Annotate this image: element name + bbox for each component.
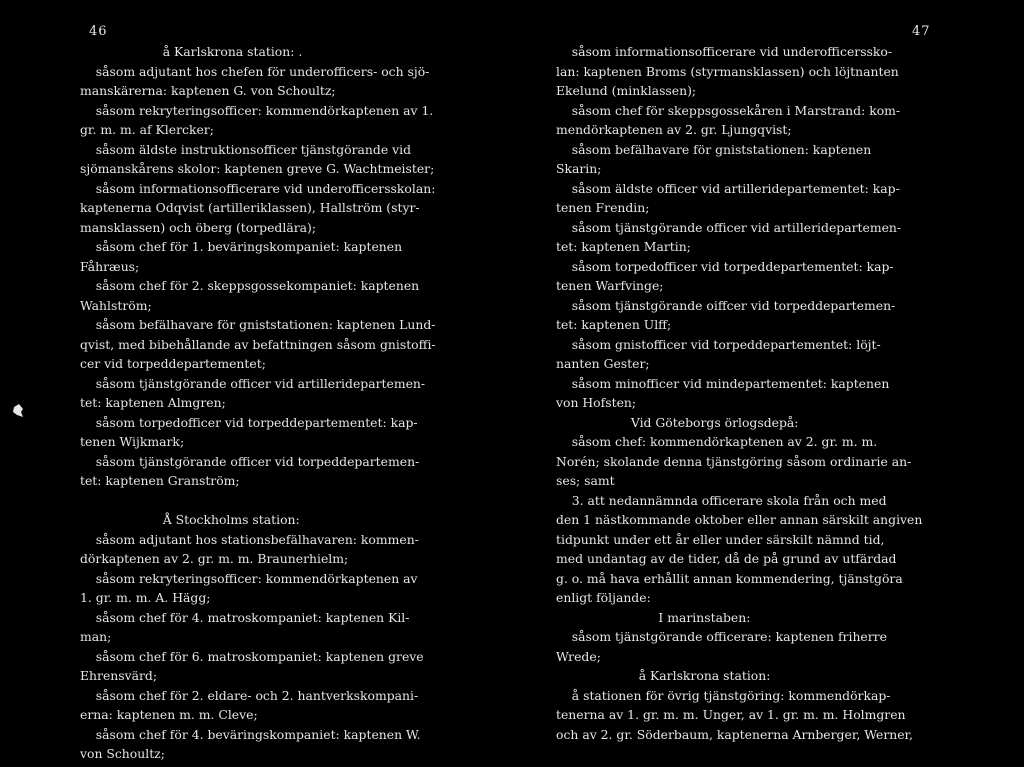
text-line: såsom torpedofficer vid torpeddepartementet: kap- xyxy=(556,258,894,274)
text-line: såsom chef för 6. matroskompaniet: kaptenen greve xyxy=(80,648,424,664)
left-page-number: 46 xyxy=(89,24,108,39)
text-line: med undantag av de tider, då de på grund av utfärdad xyxy=(556,551,897,566)
text-line: 1. gr. m. m. A. Hägg; xyxy=(80,590,211,605)
text-line: Fåhræus; xyxy=(80,258,140,274)
text-line: såsom äldste officer vid artilleridepartementet: kap- xyxy=(556,180,900,196)
text-line: såsom tjänstgörande officer vid artilleridepartemen- xyxy=(556,219,902,235)
text-line: Ehrensvärd; xyxy=(80,668,158,683)
right-page-number: 47 xyxy=(912,24,931,39)
text-line: såsom tjänstgörande officer vid artilleridepartemen- xyxy=(80,375,426,391)
text-line: enligt följande: xyxy=(556,590,651,605)
text-line: tet: kaptenen Ulff; xyxy=(556,317,672,332)
text-line: g. o. må hava erhållit annan kommendering, tjänstgöra xyxy=(556,570,903,586)
text-line: såsom rekryteringsofficer: kommendörkaptenen av 1. xyxy=(80,102,434,118)
text-line: å stationen för övrig tjänstgöring: kommendörkap- xyxy=(556,687,891,703)
text-line: tet: kaptenen Martin; xyxy=(556,239,691,254)
text-line: såsom adjutant hos chefen för underofficers- och sjö- xyxy=(80,63,430,79)
text-line: tet: kaptenen Almgren; xyxy=(80,395,226,410)
text-line: Wahlström; xyxy=(80,297,152,313)
text-line: Vid Göteborgs örlogsdepå: xyxy=(556,414,799,430)
text-line: Wrede; xyxy=(556,648,601,664)
text-line xyxy=(80,491,480,511)
text-line: såsom befälhavare för gniststationen: kaptenen Lund- xyxy=(80,317,436,332)
right-page-text xyxy=(556,42,952,744)
text-line: von Schoultz; xyxy=(80,746,165,761)
text-line: tenen Wijkmark; xyxy=(80,434,185,449)
text-line: såsom tjänstgörande officer vid torpeddepartemen- xyxy=(80,453,420,469)
text-line: den 1 nästkommande oktober eller annan särskilt angiven xyxy=(556,512,923,527)
text-line: lan: kaptenen Broms (styrmansklassen) och löjtnanten xyxy=(556,63,899,79)
text-line: såsom gnistofficer vid torpeddepartementet: löjt- xyxy=(556,336,881,352)
text-line: tenen Frendin; xyxy=(556,200,650,215)
text-line: Skarin; xyxy=(556,161,602,176)
text-line: qvist, med bibehållande av befattningen såsom gnistoffi- xyxy=(80,336,436,352)
text-line: såsom tjänstgörande officerare: kaptenen friherre xyxy=(556,629,887,644)
text-line: såsom minofficer vid mindepartementet: kaptenen xyxy=(556,375,890,391)
text-line: såsom informationsofficerare vid underofficersskо- xyxy=(556,44,893,59)
text-line: Å Stockholms station: xyxy=(80,512,300,527)
text-line: såsom chef för 4. beväringskompaniet: kaptenen W. xyxy=(80,726,421,742)
text-line: von Hofsten; xyxy=(556,395,637,410)
text-line: såsom chef för 4. matroskompaniet: kaptenen Kil- xyxy=(80,609,410,625)
text-line: såsom adjutant hos stationsbefälhavaren: kommen- xyxy=(80,531,419,547)
text-line: man; xyxy=(80,629,112,644)
left-page-text xyxy=(80,42,480,764)
text-line: nanten Gester; xyxy=(556,356,650,371)
text-line: mendörkaptenen av 2. gr. Ljungqvist; xyxy=(556,122,792,137)
text-line: å Karlskrona station: xyxy=(556,668,771,683)
text-line: mansklassen) och öberg (torpedlära); xyxy=(80,219,317,235)
text-line: cer vid torpeddepartementet; xyxy=(80,356,266,371)
text-line: kaptenerna Odqvist (artilleriklassen), Hallström (styr- xyxy=(80,200,420,215)
text-line: såsom informationsofficerare vid underofficersskolan: xyxy=(80,180,436,196)
text-line: tet: kaptenen Granström; xyxy=(80,473,240,488)
text-line: och av 2. gr. Söderbaum, kaptenerna Arnberger, Werner, xyxy=(556,726,914,742)
text-line: såsom befälhavare för gniststationen: kaptenen xyxy=(556,141,872,157)
text-line: erna: kaptenen m. m. Cleve; xyxy=(80,707,258,722)
text-line: Ekelund (minklassen); xyxy=(556,83,697,98)
text-line: såsom chef för 2. eldare- och 2. hantverkskompani- xyxy=(80,687,419,703)
text-line: sjömanskårens skolor: kaptenen greve G. Wachtmeister; xyxy=(80,161,435,176)
text-line: såsom tjänstgörande oiffcer vid torpeddepartemen- xyxy=(556,297,896,313)
text-line: Norén; skolande denna tjänstgöring såsom ordinarie an- xyxy=(556,453,912,469)
text-line: såsom chef för 2. skeppsgossekompaniet: kaptenen xyxy=(80,278,420,293)
text-line: såsom torpedofficer vid torpeddepartementet: kap- xyxy=(80,414,418,430)
ink-blot-icon xyxy=(12,403,24,419)
text-line: såsom äldste instruktionsofficer tjänstgörande vid xyxy=(80,141,411,157)
text-line: såsom chef för 1. beväringskompaniet: kaptenen xyxy=(80,239,403,254)
text-line: I marinstaben: xyxy=(556,609,751,625)
text-line: å Karlskrona station: . xyxy=(80,44,303,59)
text-line: tidpunkt under ett år eller under särskilt nämnd tid, xyxy=(556,531,885,547)
text-line: gr. m. m. af Klercker; xyxy=(80,122,214,137)
text-line: såsom chef för skeppsgossekåren i Marstrand: kom- xyxy=(556,102,901,118)
text-line: såsom chef: kommendörkaptenen av 2. gr. m. m. xyxy=(556,434,878,449)
text-line: ses; samt xyxy=(556,473,615,488)
text-line: manskärerna: kaptenen G. von Schoultz; xyxy=(80,83,336,98)
text-line: tenerna av 1. gr. m. m. Unger, av 1. gr. m. m. Holmgren xyxy=(556,707,906,722)
text-line: såsom rekryteringsofficer: kommendörkaptenen av xyxy=(80,570,418,586)
text-line: 3. att nedannämnda officerare skola från och med xyxy=(556,492,887,508)
text-line: dörkaptenen av 2. gr. m. m. Braunerhielm; xyxy=(80,551,349,566)
text-line: tenen Warfvinge; xyxy=(556,278,664,293)
